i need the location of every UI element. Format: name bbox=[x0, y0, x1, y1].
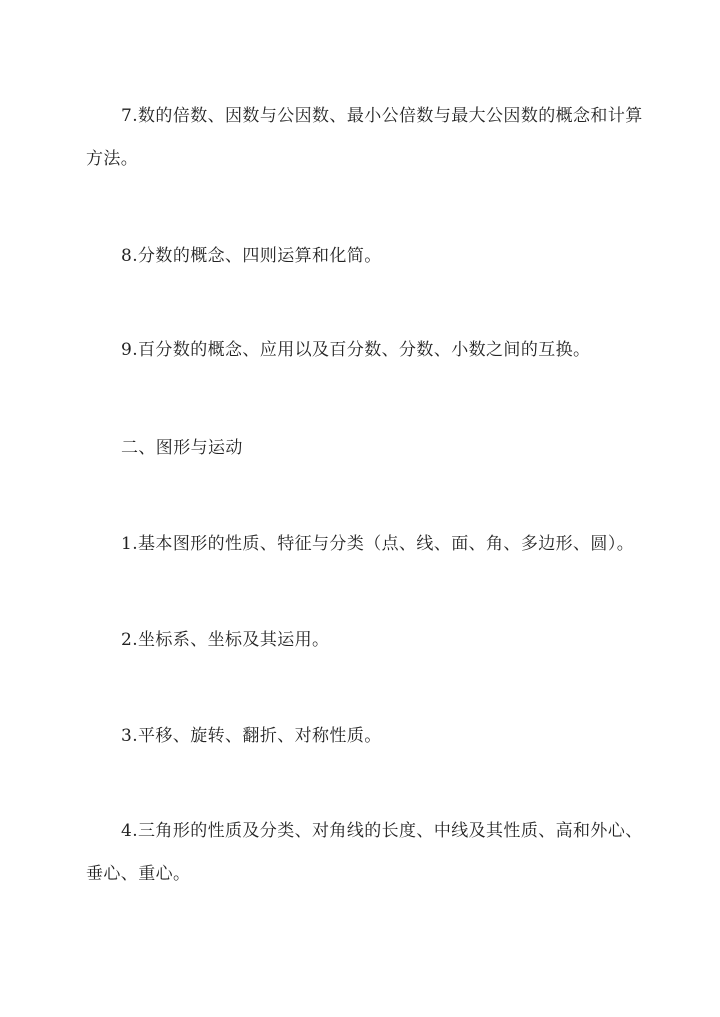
paragraph-item-8: 8.分数的概念、四则运算和化简。 bbox=[121, 246, 382, 266]
paragraph-item-4: 4.三角形的性质及分类、对角线的长度、中线及其性质、高和外心、垂心、重心。 bbox=[86, 821, 643, 884]
paragraph-item-9: 9.百分数的概念、应用以及百分数、分数、小数之间的互换。 bbox=[121, 340, 591, 360]
section-heading-shape-and-motion: 二、图形与运动 bbox=[121, 438, 243, 458]
paragraph-item-3: 3.平移、旋转、翻折、对称性质。 bbox=[121, 726, 382, 746]
paragraph-item-2: 2.坐标系、坐标及其运用。 bbox=[121, 630, 330, 650]
paragraph-item-7: 7.数的倍数、因数与公因数、最小公倍数与最大公因数的概念和计算方法。 bbox=[86, 106, 643, 169]
paragraph-item-1: 1.基本图形的性质、特征与分类（点、线、面、角、多边形、圆）。 bbox=[121, 534, 635, 554]
